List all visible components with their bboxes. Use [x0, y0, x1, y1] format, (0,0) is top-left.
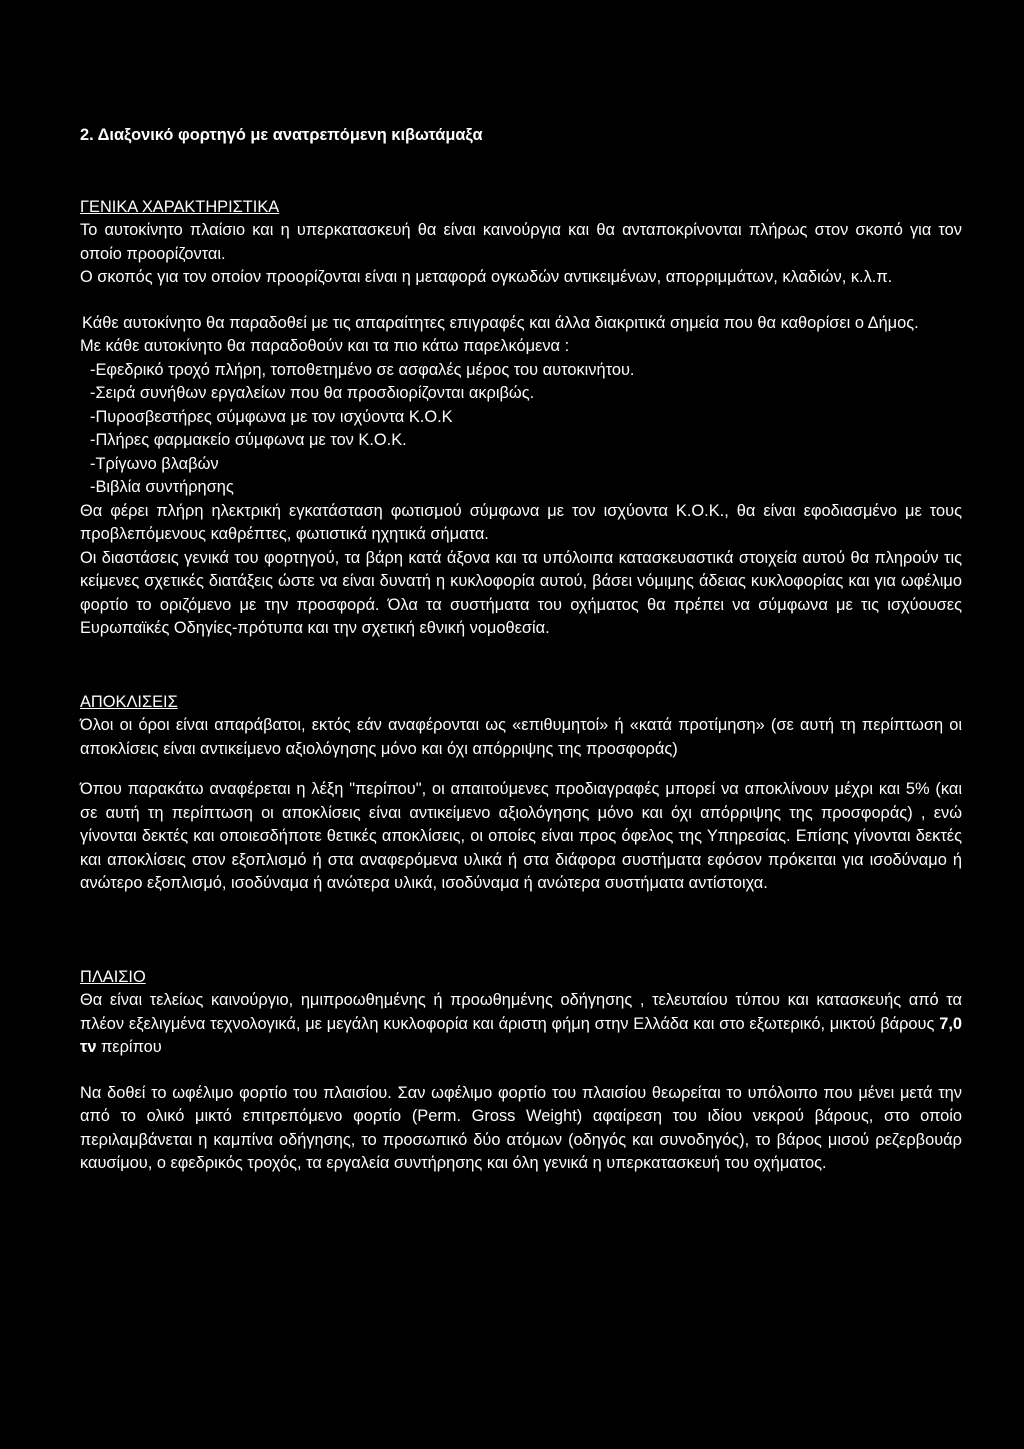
paragraph: Θα φέρει πλήρη ηλεκτρική εγκατάσταση φωτισμού σύμφωνα με τον ισχύοντα Κ.Ο.Κ., θα είναι εφοδιασμένο με τους προβλεπόμενους καθρέπτες, φωτιστικά ηχητικά σήματα.	[80, 501, 962, 543]
paragraph: Όπου παρακάτω αναφέρεται η λέξη "περίπου", οι απαιτούμενες προδιαγραφές μπορεί να αποκλίνουν μέχρι και 5% (και σε αυτή τη περίπτωση οι αποκλίσεις είναι αντικείμενο αξιολόγησης μόνο και όχι απόρριψης της προσφοράς) , ενώ γίνονται δεκτές και οποιεσδήποτε θετικές αποκλίσεις, οι οποίες είναι προς όφελος της Υπηρεσίας. Επίσης γίνονται δεκτές και αποκλίσεις στον εξοπλισμό ή στα αναφερόμενα υλικά ή στα διάφορα συστήματα εφόσον πρόκειται για ισοδύναμο ή ανώτερο εξοπλισμό, ισοδύναμα ή ανώτερα υλικά, ισοδύναμα ή ανώτερα συστήματα αντίστοιχα.	[80, 780, 962, 892]
section-deviations	[80, 641, 962, 896]
document-title: 2. Διαξονικό φορτηγό με ανατρεπόμενη κιβωτάμαξα	[80, 126, 483, 144]
list-item: -Σειρά συνήθων εργαλείων που θα προσδιορίζονται ακριβώς.	[90, 384, 535, 402]
document-page	[80, 124, 962, 1176]
paragraph: Όλοι οι όροι είναι απαράβατοι, εκτός εάν αναφέρονται ως «επιθυμητοί» ή «κατά προτίμηση» (σε αυτή τη περίπτωση οι αποκλίσεις είναι αντικείμενο αξιολόγησης μόνο και όχι απόρριψης της προσφοράς)	[80, 716, 962, 758]
list-item: -Τρίγωνο βλαβών	[90, 454, 219, 473]
gross-weight-value: 7,0 τν	[80, 1014, 962, 1056]
accessories-list	[90, 359, 962, 500]
list-item: -Πυροσβεστήρες σύμφωνα με τον ισχύοντα Κ.Ο.Κ	[90, 407, 453, 426]
paragraph-text: περίπου	[96, 1038, 162, 1056]
list-item: -Πλήρες φαρμακείο σύμφωνα με τον Κ.Ο.Κ.	[90, 431, 407, 449]
paragraph: Ο σκοπός για τον οποίον προορίζονται είναι η μεταφορά ογκωδών αντικειμένων, απορριμμάτων, κλαδιών, κ.λ.π.	[80, 268, 893, 286]
section-heading-deviations: ΑΠΟΚΛΙΣΕΙΣ	[80, 692, 178, 711]
paragraph	[80, 989, 962, 1060]
section-general	[80, 148, 962, 641]
paragraph: Οι διαστάσεις γενικά του φορτηγού, τα βάρη κατά άξονα και τα υπόλοιπα κατασκευαστικά στοιχεία αυτού θα πληρούν τις κείμενες σχετικές διατάξεις ώστε να είναι δυνατή η κυκλοφορία αυτού, βάσει νόμιμης άδειας κυκλοφορίας και για ωφέλιμο φορτίο το οριζόμενο με την προσφορά. Όλα τα συστήματα του οχήματος θα πρέπει να σύμφωνα με τις ισχύουσες Ευρωπαϊκές Οδηγίες-πρότυπα και την σχετική εθνική νομοθεσία.	[80, 548, 962, 637]
paragraph: Με κάθε αυτοκίνητο θα παραδοθούν και τα πιο κάτω παρελκόμενα :	[80, 337, 570, 355]
section-chassis	[80, 896, 962, 1176]
paragraph: Το αυτοκίνητο πλαίσιο και η υπερκατασκευή θα είναι καινούργια και θα ανταποκρίνονται πλήρως στον σκοπό για τον οποίο προορίζονται.	[80, 221, 962, 263]
paragraph-text: Θα είναι τελείως καινούργιο, ημιπροωθημένης ή προωθημένης οδήγησης , τελευταίου τύπου και κατασκευής από τα πλέον εξελιγμένα τεχνολογικά, με μεγάλη κυκλοφορία και άριστη φήμη στην Ελλάδα και στο εξωτερικό, μικτού βάρους	[80, 991, 962, 1033]
paragraph: Κάθε αυτοκίνητο θα παραδοθεί με τις απαραίτητες επιγραφές και άλλα διακριτικά σημεία που θα καθορίσει ο Δήμος.	[82, 313, 919, 332]
section-heading-general: ΓΕΝΙΚΑ ΧΑΡΑΚΤΗΡΙΣΤΙΚΑ	[80, 197, 280, 216]
section-heading-chassis: ΠΛΑΙΣΙΟ	[80, 967, 146, 986]
list-item: -Βιβλία συντήρησης	[90, 478, 234, 496]
list-item: -Εφεδρικό τροχό πλήρη, τοποθετημένο σε ασφαλές μέρος του αυτοκινήτου.	[90, 360, 635, 379]
paragraph: Να δοθεί το ωφέλιμο φορτίο του πλαισίου. Σαν ωφέλιμο φορτίο του πλαισίου θεωρείται το υπόλοιπο που μένει μετά την από το ολικό μικτό επιτρεπόμενο φορτίο (Perm. Gross Weight) αφαίρεση του ιδίου νεκρού βάρους, στο οποίο περιλαμβάνεται η καμπίνα οδήγησης, το προσωπικό δύο ατόμων (οδηγός και συνοδηγός), το βάρος μισού ρεζερβουάρ καυσίμου, ο εφεδρικός τροχός, τα εργαλεία συντήρησης και όλη γενικά η υπερκατασκευή του οχήματος.	[80, 1083, 962, 1172]
